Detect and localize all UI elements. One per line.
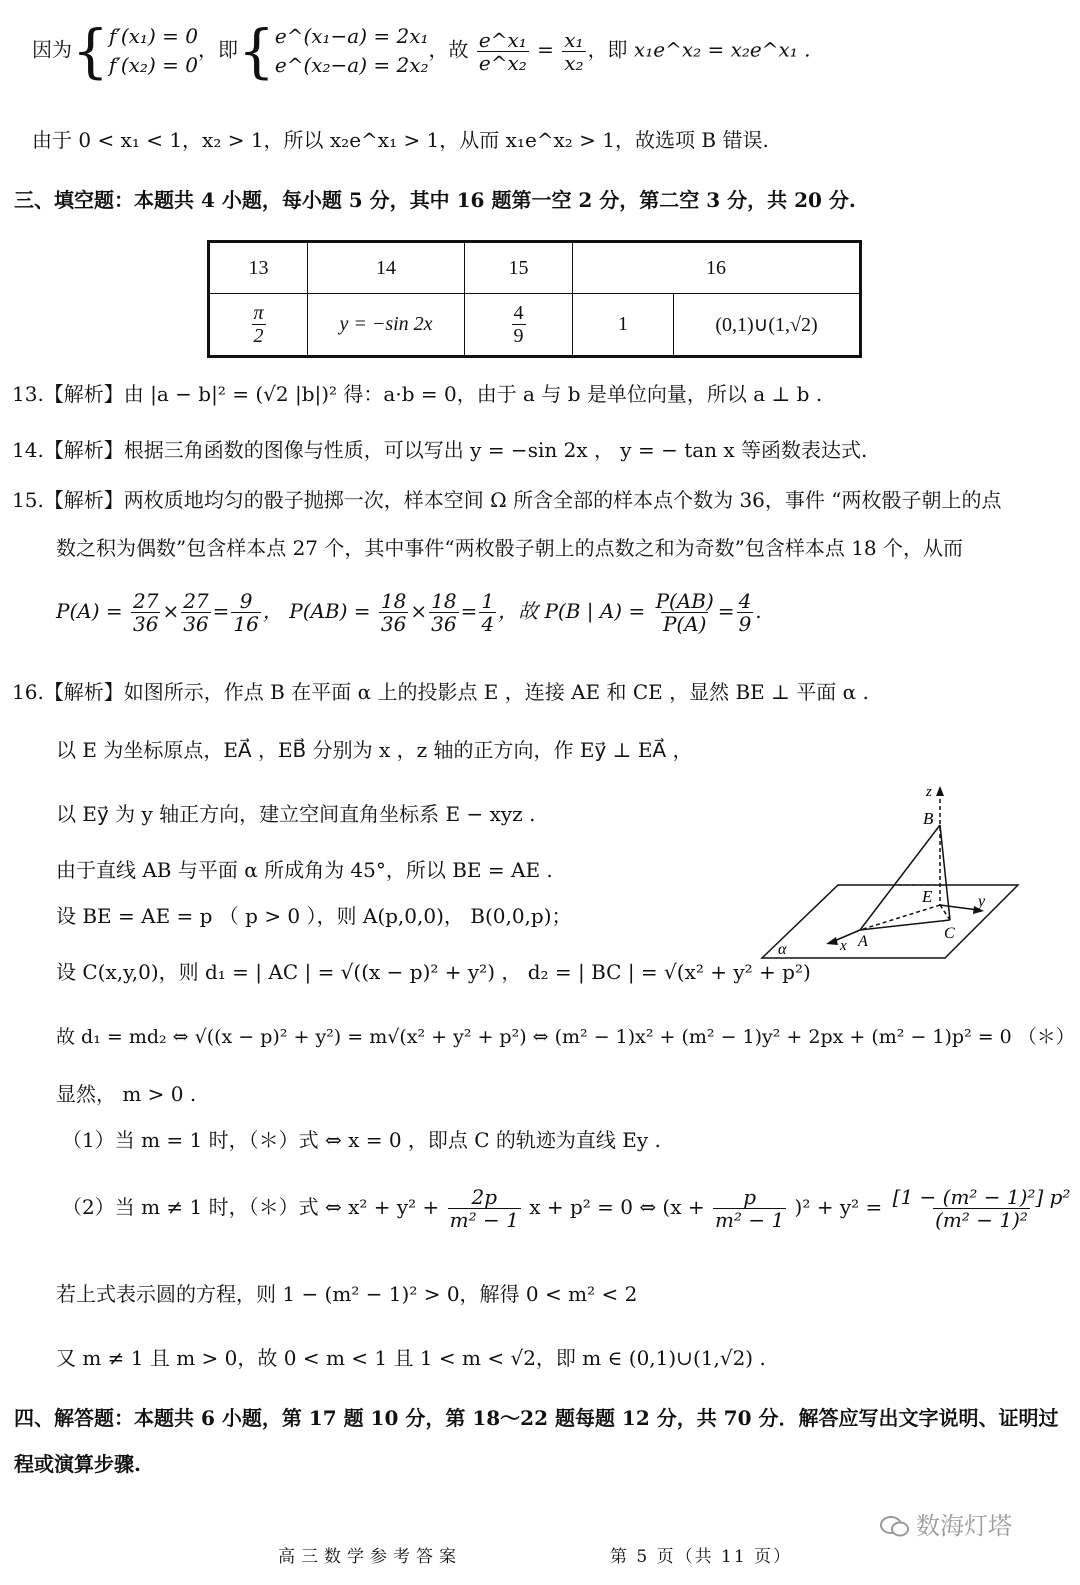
label-z: z: [926, 784, 932, 800]
eq-e1: e^(x₁−a) = 2x₁: [274, 24, 429, 48]
frac: [737, 590, 754, 635]
label-B: B: [923, 809, 934, 828]
ie-text-1: ，即: [197, 37, 238, 62]
edge-AC: [860, 920, 950, 930]
solution-16-line-6: 设 C(x,y,0)，则 d₁ = | AC | = √((x − p)² + y²) ， d₂ = | BC | = √(x² + y² + p²): [56, 960, 811, 984]
frac-den: 36: [431, 612, 457, 636]
case2-mid2: )² + y² =: [794, 1195, 883, 1219]
frac-den: 9: [513, 325, 524, 347]
frac: [654, 590, 716, 635]
frac: [131, 590, 160, 635]
answer-table-value-row: [209, 294, 861, 357]
answer-16b: (0,1)∪(1,√2): [674, 294, 861, 357]
footer-title: 高三数学参考答案: [278, 1547, 462, 1567]
left-brace: {: [72, 17, 109, 85]
frac-exp-ratio: [477, 29, 529, 74]
times-sign: ×: [410, 599, 428, 623]
frac-x-ratio: [562, 29, 585, 74]
frac-den: m² − 1: [449, 1208, 519, 1232]
answer-table: [207, 240, 862, 358]
derivative-system: [109, 22, 198, 80]
eq-f2: f′(x₂) = 0: [108, 53, 198, 77]
frac-num: P(AB): [655, 589, 714, 613]
label-A: A: [858, 933, 868, 950]
frac-num: 18: [380, 589, 407, 613]
frac-num: π: [253, 302, 264, 324]
solution-16-line-4: 由于直线 AB 与平面 α 所成角为 45°，所以 BE = AE .: [56, 858, 553, 882]
y-axis: [940, 905, 978, 910]
footer-page: 第 5 页（共 11 页）: [610, 1547, 793, 1567]
label-C: C: [944, 925, 955, 942]
eq-e2: e^(x₂−a) = 2x₂: [274, 53, 429, 77]
frac-den: 36: [132, 612, 159, 636]
solution-16-line-1: 16.【解析】如图所示，作点 B 在平面 α 上的投影点 E ，连接 AE 和 CE ，显然 BE ⊥ 平面 α .: [12, 680, 869, 704]
solution-16-line-3: 以 Ey⃗ 为 y 轴正方向，建立空间直角坐标系 E − xyz .: [56, 802, 536, 826]
label-y: y: [978, 893, 986, 910]
z-arrowhead: [936, 786, 944, 796]
answer-table-header-row: [209, 242, 861, 294]
period: .: [755, 599, 762, 623]
case2-lead: （2）当 m ≠ 1 时，（＊）式 ⇔ x² + y² +: [62, 1195, 440, 1219]
frac-num: 1: [481, 589, 495, 613]
x-arrowhead: [826, 937, 838, 945]
conclusion-eq: x₁e^x₂ = x₂e^x₁ .: [633, 37, 811, 62]
frac: [231, 590, 260, 635]
label-x: x: [840, 938, 847, 954]
watermark: [880, 1506, 1012, 1541]
frac-den: 36: [380, 612, 407, 636]
eq-f1: f′(x₁) = 0: [108, 24, 198, 48]
equals-sign: =: [717, 599, 735, 623]
answer-header: 14: [308, 242, 465, 294]
answer-header: 16: [573, 242, 861, 294]
frac-num: 27: [132, 589, 159, 613]
section-4-heading-line-1: 四、解答题：本题共 6 小题，第 17 题 10 分，第 18～22 题每题 12 分，共 70 分．解答应写出文字说明、证明过: [14, 1406, 1059, 1430]
frac-den: e^x₂: [478, 50, 527, 75]
frac-den: 2: [253, 325, 264, 347]
left-brace-2: {: [237, 17, 275, 85]
frac: [429, 590, 458, 635]
watermark-text: 数海灯塔: [916, 1512, 1012, 1540]
solution-14: 14.【解析】根据三角函数的图像与性质，可以写出 y = −sin 2x ， y = − tan x 等函数表达式.: [12, 438, 868, 462]
frac: [891, 1186, 1073, 1231]
frac-num: [1 − (m² − 1)²] p²: [892, 1185, 1071, 1209]
solution-16-line-11: 若上式表示圆的方程，则 1 − (m² − 1)² > 0，解得 0 < m² < 2: [56, 1282, 638, 1306]
answer-header: 15: [465, 242, 573, 294]
solution-16-line-8: 显然， m > 0 .: [56, 1082, 197, 1106]
frac-num: p: [743, 1185, 756, 1209]
solution-15-equation: [56, 590, 762, 635]
answer-13: [209, 294, 308, 357]
frac-den: m² − 1: [715, 1208, 785, 1232]
frac-den: x₂: [564, 50, 584, 75]
frac-num: e^x₁: [478, 27, 527, 52]
label-alpha: α: [778, 941, 787, 958]
answer-15-frac: [512, 302, 526, 347]
section-4-heading-line-2: 程或演算步骤.: [14, 1452, 141, 1476]
answer-16a: 1: [573, 294, 674, 357]
answer-14: y = −sin 2x: [308, 294, 465, 357]
section-3-heading: 三、填空题：本题共 4 小题，每小题 5 分，其中 16 题第一空 2 分，第二空 3 分，共 20 分.: [14, 188, 856, 212]
frac-num: 18: [431, 589, 457, 613]
frac-num: 4: [738, 589, 752, 613]
option-b-wrong-line: 由于 0 < x₁ < 1，x₂ > 1，所以 x₂e^x₁ > 1，从而 x₁e^x₂ > 1，故选项 B 错误.: [32, 128, 769, 152]
frac: [379, 590, 408, 635]
frac-den: 4: [481, 612, 495, 636]
solution-16-case-2: [62, 1186, 1074, 1231]
frac-num: 4: [513, 302, 524, 324]
solution-13: 13.【解析】由 |a − b|² = (√2 |b|)² 得：a·b = 0，由于 a 与 b 是单位向量，所以 a ⊥ b .: [12, 382, 823, 406]
frac: [448, 1186, 521, 1231]
pa-label: P(A) =: [56, 599, 123, 623]
frac-den: P(A): [662, 612, 707, 636]
ie-text-2: ，即: [587, 37, 628, 62]
frac-num: 27: [183, 589, 209, 613]
geometry-figure: [760, 780, 1030, 970]
solution-16-line-12: 又 m ≠ 1 且 m > 0，故 0 < m < 1 且 1 < m < √2，即 m ∈ (0,1)∪(1,√2) .: [56, 1346, 766, 1370]
derivative-system-line: 因为{ f′(x₁) = 0 f′(x₂) = 0 ，即{ e^(x₁−a) = 2x₁ e^(x₂−a) = 2x₂ ，故 $\frac{\text{e\textasciicircum{}x₁}}{\text{e\textasciicircum{}x₂}}$ = $\frac{\text{x₁}}{\text{x₂}}$ ，即 x₁e^x₂ = x₂e^x₁ .: [32, 17, 811, 85]
so-text: ，故: [428, 37, 469, 62]
solution-16-line-7: 故 d₁ = md₂ ⇔ √((x − p)² + y²) = m√(x² + y² + p²) ⇔ (m² − 1)x² + (m² − 1)y² + 2px + (m² − 1)p² = 0 （＊）: [56, 1026, 1075, 1048]
solution-16-line-5: 设 BE = AE = p （ p > 0 ），则 A(p,0,0)， B(0,0,p)；: [56, 904, 572, 928]
solution-15-line-1: 15.【解析】两枚质地均匀的骰子抛掷一次，样本空间 Ω 所含全部的样本点个数为 36，事件 “两枚骰子朝上的点: [12, 488, 1002, 512]
pab-label: ， P(AB) =: [262, 599, 371, 623]
equals-sign: =: [212, 599, 230, 623]
answer-header: 13: [209, 242, 308, 294]
frac-den: 9: [738, 612, 752, 636]
frac-num: 9: [239, 589, 253, 613]
wechat-icon: [880, 1515, 910, 1539]
solution-16-line-2: 以 E 为坐标原点，EA⃗ ，EB⃗ 分别为 x ，z 轴的正方向，作 Ey⃗ ⊥ EA⃗ ，: [56, 738, 693, 762]
frac: [181, 590, 210, 635]
conditional-label: ，故 P(B | A) =: [498, 599, 646, 623]
answer-13-frac: [251, 302, 265, 347]
answer-15: [465, 294, 573, 357]
edge-BA: [860, 825, 940, 930]
frac-den: (m² − 1)²: [935, 1208, 1028, 1232]
frac-num: 2p: [471, 1185, 497, 1209]
times-sign: ×: [162, 599, 180, 623]
frac-num: x₁: [564, 27, 584, 52]
frac: [713, 1186, 786, 1231]
label-E: E: [922, 887, 933, 906]
case2-mid: x + p² = 0 ⇔ (x +: [529, 1195, 705, 1219]
because-text: 因为: [32, 37, 72, 62]
solution-16-case-1: （1）当 m = 1 时，（＊）式 ⇔ x = 0 ，即点 C 的轨迹为直线 Ey .: [62, 1128, 661, 1152]
solution-15-line-2: 数之积为偶数”包含样本点 27 个，其中事件“两枚骰子朝上的点数之和为奇数”包含样本点 18 个，从而: [56, 536, 964, 560]
frac-den: 36: [183, 612, 209, 636]
exp-system: [275, 22, 429, 80]
equals-sign: =: [460, 599, 478, 623]
frac: [479, 590, 496, 635]
frac-den: 16: [233, 612, 259, 636]
